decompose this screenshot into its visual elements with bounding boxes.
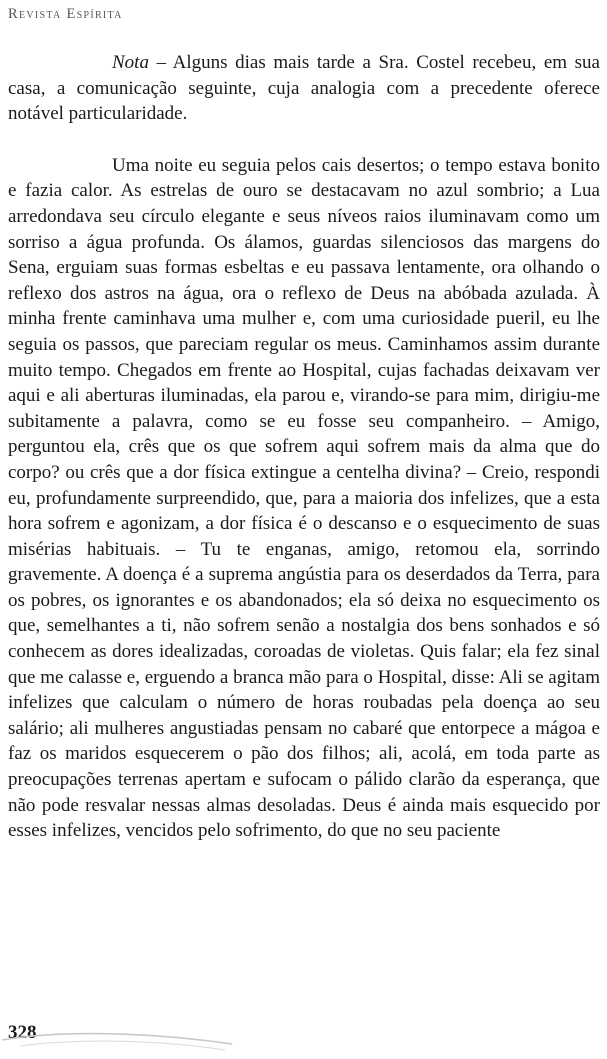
page-number: 328	[8, 1022, 37, 1043]
decorative-swoosh	[0, 1026, 240, 1056]
body-paragraph: Uma noite eu seguia pelos cais desertos; o tempo estava bonito e fazia calor. As estrelas de ouro se destacavam no azul sombrio; a Lua arredondava seu círculo elegante e seus níveos raios iluminavam como um sorriso a água profunda. Os álamos, guardas silenciosos das margens do Sena, erguiam suas formas esbeltas e eu passava lentamente, ora olhando o reflexo dos astros na água, ora o reflexo de Deus na abóbada azulada. À minha frente caminhava uma mulher e, com uma curiosidade pueril, eu lhe seguia os passos, que pareciam regular os meus. Caminhamos assim durante muito tempo. Chegados em frente ao Hospital, cujas fachadas deixavam ver aqui e ali aberturas iluminadas, ela parou e, virando-se para mim, dirigiu-me subitamente a palavra, como se eu fosse seu companheiro. – Amigo, perguntou ela, crês que os que sofrem aqui sofrem mais da alma que do corpo? ou crês que a dor física extingue a centelha divina? – Creio, respondi eu, profundamente surpreendido, que, para a maioria dos infelizes, que a esta hora sofrem e agonizam, a dor física é o descanso e o esquecimento de suas misérias habituais. – Tu te enganas, amigo, retomou ela, sorrindo gravemente. A doença é a suprema angústia para os deserdados da Terra, para os pobres, os ignorantes e os abandonados; ela só deixa no esquecimento os que, semelhantes a ti, não sofrem senão a nostalgia dos bens sonhados e só conhecem as dores idealizadas, coroadas de violetas. Quis falar; ela fez sinal que me calasse e, erguendo a branca mão para o Hospital, disse: Ali se agitam infelizes que calculam o número de horas roubadas pela doença ao seu salário; ali mulheres angustiadas pensam no cabaré que entorpece a mágoa e faz os maridos esquecerem o pão dos filhos; ali, acolá, em toda parte as preocupações terrenas apertam e sufocam o pálido clarão da esperança, que não pode resvalar nessas almas desoladas. Deus é ainda mais esquecido por esses infelizes, vencidos pelo sofrimento, do que no seu paciente	[8, 154, 600, 842]
note-label: Nota	[112, 52, 149, 73]
note-paragraph	[8, 50, 600, 127]
page-body	[8, 50, 600, 844]
note-text: – Alguns dias mais tarde a Sra. Costel recebeu, em sua casa, a comunicação seguinte, cuja analogia com a precedente oferece notável particularidade.	[8, 52, 600, 125]
running-header: Revista Espírita	[8, 6, 123, 22]
